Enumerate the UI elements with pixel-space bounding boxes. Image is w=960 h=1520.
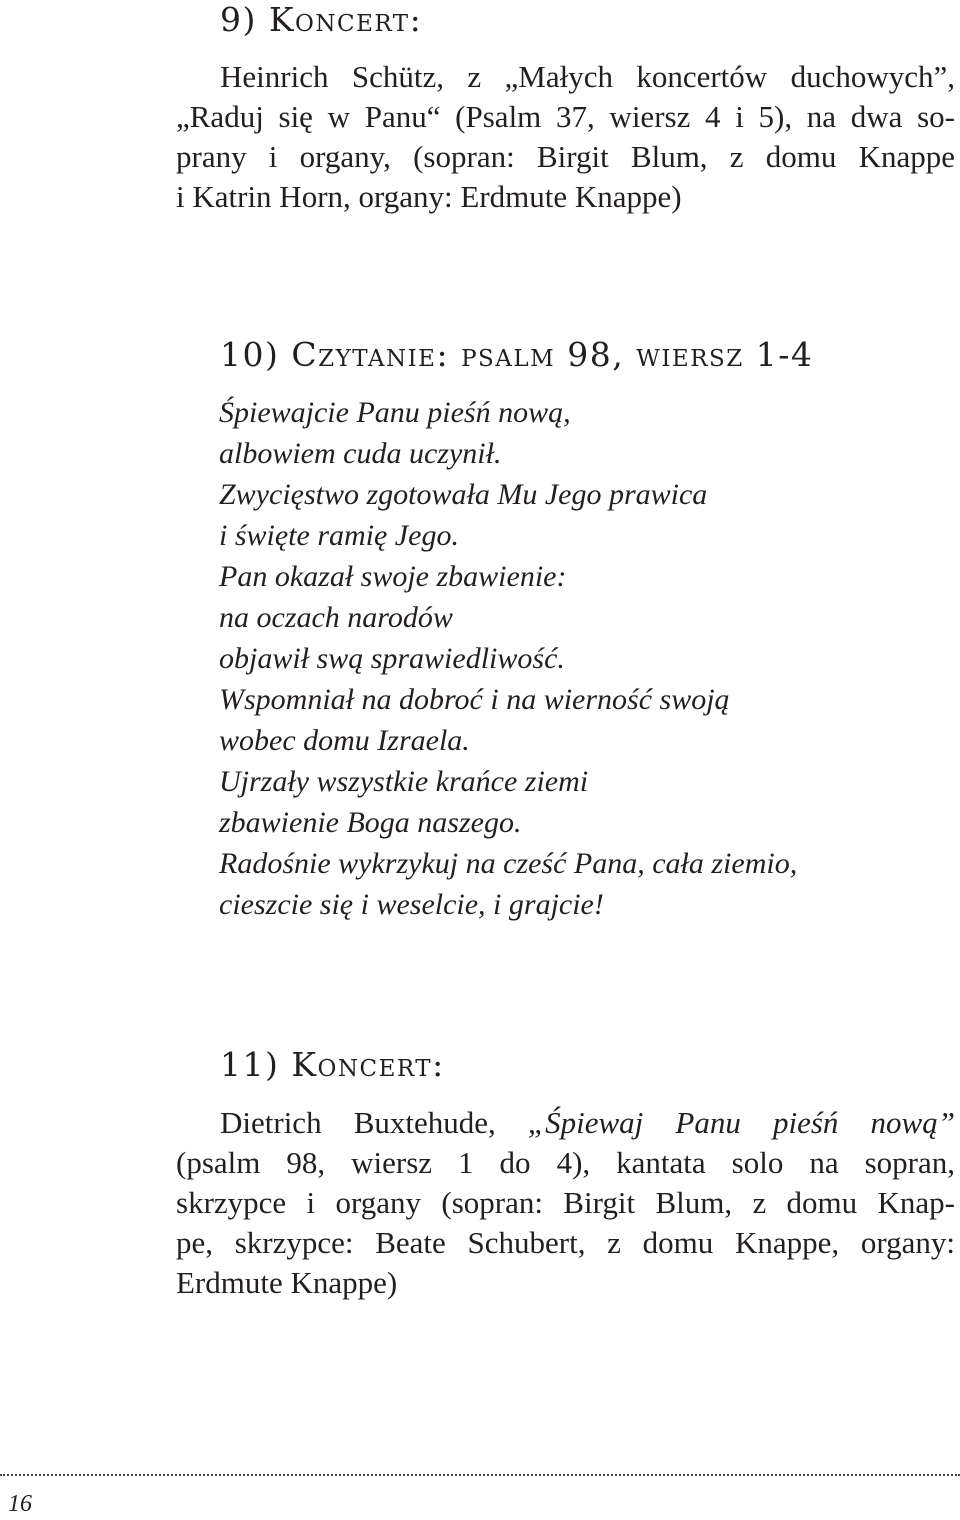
section-heading-reading-10: 10) Czytanie: psalm 98, wiersz 1-4: [220, 335, 814, 374]
verse-line: Wspomniał na dobroć i na wierność swoją: [219, 683, 730, 716]
paragraph-line: Erdmute Knappe): [176, 1265, 398, 1300]
section-heading-concert-9: 9) Koncert:: [220, 0, 423, 39]
paragraph-line: prany i organy, (sopran: Birgit Blum, z domu Knappe: [176, 139, 955, 174]
psalm-verses: [219, 392, 939, 925]
verse-line: zbawienie Boga naszego.: [219, 806, 522, 839]
verse-line: objawił swą sprawiedliwość.: [219, 642, 565, 675]
verse-line: Pan okazał swoje zbawienie:: [219, 560, 567, 593]
paragraph-line: „Raduj się w Panu“ (Psalm 37, wiersz 4 i 5), na dwa so-: [176, 99, 955, 134]
paragraph-line: i Katrin Horn, organy: Erdmute Knappe): [176, 179, 682, 214]
verse-line: Śpiewajcie Panu pieśń nową,: [219, 396, 571, 429]
verse-line: Radośnie wykrzykuj na cześć Pana, cała ziemio,: [219, 847, 798, 880]
verse-line: cieszcie się i weselcie, i grajcie!: [219, 888, 604, 921]
concert-11-description: [176, 1103, 955, 1303]
paragraph-line: Heinrich Schütz, z „Małych koncertów duchowych”,: [220, 59, 955, 94]
verse-line: albowiem cuda uczynił.: [219, 437, 502, 470]
work-title: „Śpiewaj Panu pieśń nową”: [527, 1105, 955, 1140]
paragraph-line: [176, 1103, 955, 1143]
paragraph-line: pe, skrzypce: Beate Schubert, z domu Knappe, organy:: [176, 1225, 955, 1260]
verse-line: wobec domu Izraela.: [219, 724, 470, 757]
verse-line: Ujrzały wszystkie krańce ziemi: [219, 765, 589, 798]
paragraph-line: (psalm 98, wiersz 1 do 4), kantata solo na sopran,: [176, 1145, 955, 1180]
verse-line: Zwycięstwo zgotowała Mu Jego prawica: [219, 478, 708, 511]
verse-line: i święte ramię Jego.: [219, 519, 459, 552]
footer-dotted-rule: [0, 1474, 960, 1476]
paragraph-line: skrzypce i organy (sopran: Birgit Blum, z domu Knap-: [176, 1185, 955, 1220]
verse-line: na oczach narodów: [219, 601, 453, 634]
section-heading-concert-11: 11) Koncert:: [220, 1045, 445, 1084]
page-number: 16: [8, 1491, 32, 1517]
concert-9-description: [176, 57, 955, 217]
composer-text: Dietrich Buxtehude,: [220, 1105, 528, 1140]
